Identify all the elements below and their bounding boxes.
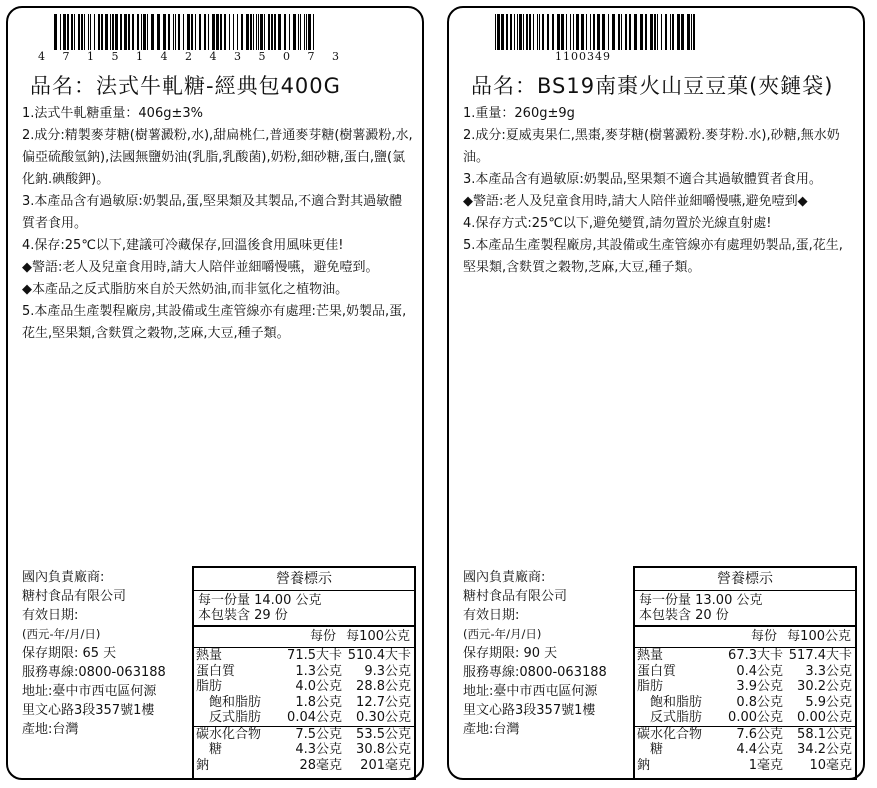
barcode-bar xyxy=(501,14,504,50)
nutrient-name: 蛋白質 xyxy=(637,663,677,679)
text-paragraph: 5.本產品生產製程廠房,其設備或生產管線亦有處理奶製品,蛋,花生,堅果類,含麩質之穀物,芝麻,大豆,種子類。 xyxy=(463,238,843,275)
barcode-bar xyxy=(212,14,215,50)
nutrition-row xyxy=(635,679,855,695)
barcode-bar xyxy=(163,14,166,50)
expiry-label: 有效日期: xyxy=(463,608,520,623)
barcode-bar xyxy=(672,14,674,50)
barcode-bar xyxy=(306,14,307,50)
barcode-bar xyxy=(289,14,290,50)
barcode-bar xyxy=(693,14,695,50)
col-per-serving: 每份 xyxy=(310,629,337,644)
nutrition-title: 營養標示 xyxy=(194,568,414,591)
value-per-serving: 0.4公克 xyxy=(736,663,783,679)
barcode-bar xyxy=(300,14,301,50)
service-hotline: 服務專線:0800-063188 xyxy=(463,665,607,680)
address-line-1: 地址:臺中市西屯區何源 xyxy=(463,684,598,699)
barcode-bar xyxy=(612,14,615,50)
product-label-left xyxy=(6,6,424,780)
barcode-bar xyxy=(132,14,134,50)
nutrition-title: 營養標示 xyxy=(635,568,855,591)
barcode-bar xyxy=(124,14,127,50)
nutrition-row xyxy=(194,679,414,695)
barcode-bar xyxy=(216,14,219,50)
nutrient-name: 反式脂肪 xyxy=(637,710,703,725)
barcode-bar xyxy=(143,14,146,50)
barcode-bar xyxy=(526,14,528,50)
barcode-bar xyxy=(204,14,206,50)
value-per-serving: 1.8公克 xyxy=(295,694,342,710)
barcode-bar xyxy=(84,14,85,50)
expiry-label: 有效日期: xyxy=(22,608,79,623)
address-line-1: 地址:臺中市西屯區何源 xyxy=(22,684,157,699)
text-paragraph: 4.保存方式:25℃以下,避免變質,請勿置於光線直射處! xyxy=(463,216,772,231)
nutrition-row xyxy=(635,710,855,726)
company-info xyxy=(22,568,202,739)
barcode-bar xyxy=(246,14,249,50)
nutrient-name: 鈉 xyxy=(196,757,210,773)
barcode-bar xyxy=(561,14,564,50)
barcode-bar xyxy=(495,14,496,50)
value-per-100g: 53.5公克 xyxy=(345,726,414,742)
nutrition-rows xyxy=(635,648,855,773)
barcode-bar xyxy=(110,14,111,50)
text-paragraph: 4.保存:25℃以下,建議可冷藏保存,回溫後食用風味更佳! xyxy=(22,238,344,253)
barcode-bar xyxy=(634,14,637,50)
barcode-bar xyxy=(547,14,549,50)
origin: 產地:台灣 xyxy=(22,722,79,737)
value-per-serving: 28毫克 xyxy=(299,757,342,773)
col-per-100g: 每100公克 xyxy=(787,629,851,644)
text-paragraph: ◆警語:老人及兒童食用時,請大人陪伴並細嚼慢嚥，避免噎到。 xyxy=(22,260,379,275)
barcode-bar xyxy=(529,14,531,50)
barcode-bar xyxy=(256,14,257,50)
nutrition-row xyxy=(635,758,855,774)
nutrient-name: 碳水化合物 xyxy=(194,726,278,742)
barcode-bar xyxy=(313,14,314,50)
barcode-bar xyxy=(539,14,540,50)
nutrient-name: 鈉 xyxy=(637,757,651,773)
value-per-100g: 517.4大卡 xyxy=(788,648,852,663)
barcode-bar xyxy=(60,14,61,50)
barcode-bar xyxy=(665,14,667,50)
nutrition-row xyxy=(194,648,414,664)
address-line-2: 里文心路3段357號1樓 xyxy=(463,703,596,718)
nutrition-row xyxy=(194,726,414,742)
barcode-bar xyxy=(98,14,100,50)
barcode-bar xyxy=(542,14,544,50)
nutrition-row xyxy=(194,742,414,758)
barcode-bar xyxy=(552,14,554,50)
nutrient-name: 飽和脂肪 xyxy=(637,694,703,710)
barcode-bar xyxy=(677,14,680,50)
barcode-bar xyxy=(573,14,574,50)
barcode-bar xyxy=(264,14,265,50)
text-paragraph: 3.本產品含有過敏原:奶製品,堅果類不適合其過敏體質者食用。 xyxy=(463,172,822,187)
barcode-bar xyxy=(229,14,230,50)
barcode-bar xyxy=(128,14,130,50)
value-per-serving: 4.3公克 xyxy=(295,742,342,757)
barcode-bar xyxy=(195,14,196,50)
barcode-bar xyxy=(576,14,579,50)
nutrition-row xyxy=(635,726,855,742)
serving-size: 每一份量 14.00 公克 xyxy=(198,593,322,608)
barcode-bar xyxy=(90,14,91,50)
barcode-bar xyxy=(147,14,148,50)
servings-per-pack: 本包裝含 20 份 xyxy=(639,608,729,623)
barcode-bar xyxy=(141,14,142,50)
barcode-bar xyxy=(629,14,631,50)
barcode-bar xyxy=(88,14,89,50)
value-per-100g: 0.00公克 xyxy=(797,710,852,725)
barcode-bar xyxy=(233,14,234,50)
nutrient-name: 糖 xyxy=(637,742,664,757)
barcode-bar xyxy=(220,14,222,50)
value-per-serving: 71.5大卡 xyxy=(287,648,342,663)
product-title: 品名：BS19南棗火山豆豆菓(夾鏈袋) xyxy=(471,74,834,98)
value-per-serving: 4.0公克 xyxy=(295,679,342,694)
barcode-bar xyxy=(284,14,286,50)
barcode-bar xyxy=(63,14,66,50)
barcode-bar xyxy=(173,14,174,50)
barcode-bar xyxy=(654,14,656,50)
barcode-bar xyxy=(557,14,560,50)
nutrition-table xyxy=(192,566,416,780)
barcode-bar xyxy=(670,14,671,50)
maker-label: 國內負責廠商: xyxy=(22,570,105,585)
nutrient-name: 糖 xyxy=(196,742,223,757)
ingredient-text xyxy=(22,103,414,345)
barcode-bar xyxy=(650,14,653,50)
barcode-bar xyxy=(274,14,276,50)
value-per-100g: 9.3公克 xyxy=(364,663,411,679)
barcode-bar xyxy=(208,14,209,50)
barcode-bar xyxy=(54,14,57,50)
value-per-100g: 30.8公克 xyxy=(356,742,411,757)
barcode-bar xyxy=(304,14,305,50)
value-per-100g: 510.4大卡 xyxy=(347,648,411,663)
barcode-bar xyxy=(661,14,662,50)
value-per-serving: 0.00公克 xyxy=(728,710,783,725)
address-line-2: 里文心路3段357號1樓 xyxy=(22,703,155,718)
barcode-bar xyxy=(74,14,75,50)
nutrient-name: 熱量 xyxy=(196,648,223,663)
date-format: (西元-年/月/日) xyxy=(463,627,542,641)
barcode-bar xyxy=(120,14,122,50)
nutrition-row xyxy=(635,695,855,711)
text-paragraph: 3.本產品含有過敏原:奶製品,蛋,堅果類及其製品,不適合對其過敏體質者食用。 xyxy=(22,194,403,231)
barcode xyxy=(495,14,715,50)
barcode-bar xyxy=(625,14,627,50)
barcode-number: 1100349 xyxy=(555,50,611,63)
barcode-bar xyxy=(506,14,508,50)
value-per-100g: 12.7公克 xyxy=(356,694,411,710)
barcode-bar xyxy=(581,14,584,50)
serving-size: 每一份量 13.00 公克 xyxy=(639,593,763,608)
barcode-bar xyxy=(71,14,73,50)
barcode-bar xyxy=(250,14,252,50)
barcode-bar xyxy=(241,14,243,50)
date-format: (西元-年/月/日) xyxy=(22,627,101,641)
servings-per-pack: 本包裝含 29 份 xyxy=(198,608,288,623)
barcode-bar xyxy=(298,14,299,50)
barcode-bar xyxy=(657,14,658,50)
barcode-bar xyxy=(175,14,176,50)
barcode-bar xyxy=(681,14,684,50)
barcode-bar xyxy=(115,14,118,50)
barcode-bar xyxy=(593,14,595,50)
barcode-bar xyxy=(191,14,193,50)
shelf-life: 保存期限: 65 天 xyxy=(22,646,117,661)
barcode-bar xyxy=(533,14,534,50)
value-per-100g: 201毫克 xyxy=(360,757,411,773)
barcode-bar xyxy=(187,14,190,50)
barcode-bar xyxy=(517,14,518,50)
nutrient-name: 熱量 xyxy=(637,648,664,663)
barcode-bar xyxy=(510,14,512,50)
barcode-bar xyxy=(253,14,254,50)
barcode-bar xyxy=(597,14,600,50)
ingredient-text xyxy=(463,103,855,279)
text-paragraph: 1.法式牛軋糖重量：406g±3% xyxy=(22,106,203,121)
shelf-life: 保存期限: 90 天 xyxy=(463,646,558,661)
value-per-serving: 4.4公克 xyxy=(736,742,783,757)
value-per-serving: 67.3大卡 xyxy=(728,648,783,663)
barcode-bar xyxy=(237,14,238,50)
maker-name: 糖村食品有限公司 xyxy=(463,589,568,604)
value-per-serving: 7.5公克 xyxy=(278,726,345,742)
col-per-100g: 每100公克 xyxy=(346,629,410,644)
barcode-bar xyxy=(112,14,114,50)
text-paragraph: 1.重量：260g±9g xyxy=(463,106,575,121)
value-per-serving: 0.04公克 xyxy=(287,710,342,725)
barcode-bar xyxy=(101,14,103,50)
value-per-serving: 1毫克 xyxy=(748,757,783,773)
barcode-bar xyxy=(157,14,160,50)
product-title: 品名：法式牛軋糖-經典包400G xyxy=(30,74,341,98)
barcode-bar xyxy=(137,14,139,50)
serving-info xyxy=(194,591,414,627)
barcode-bar xyxy=(618,14,620,50)
barcode-bar xyxy=(183,14,184,50)
barcode-bar xyxy=(178,14,180,50)
barcode-bar xyxy=(151,14,154,50)
barcode-bar xyxy=(199,14,201,50)
text-paragraph: ◆警語:老人及兒童食用時,請大人陪伴並細嚼慢嚥,避免噎到◆ xyxy=(463,194,808,209)
col-per-serving: 每份 xyxy=(751,629,778,644)
barcode-bar xyxy=(260,14,263,50)
value-per-serving: 0.8公克 xyxy=(736,694,783,710)
value-per-100g: 58.1公克 xyxy=(786,726,855,742)
text-paragraph: 2.成分:精製麥芽糖(樹薯澱粉,水),甜扁桃仁,普通麥芽糖(樹薯澱粉,水,偏亞硫酸氫鈉),法國無鹽奶油(乳脂,乳酸菌),奶粉,細砂糖,蛋白,鹽(氯化鈉.碘酸鉀)。 xyxy=(22,128,413,187)
text-paragraph: ◆本產品之反式脂肪來自於天然奶油,而非氫化之植物油。 xyxy=(22,282,349,297)
value-per-100g: 3.3公克 xyxy=(805,663,852,679)
barcode-bar xyxy=(645,14,647,50)
nutrition-header xyxy=(635,627,855,648)
barcode-bar xyxy=(497,14,500,50)
barcode-bar xyxy=(523,14,524,50)
nutrition-row xyxy=(194,710,414,726)
barcode-bar xyxy=(519,14,522,50)
value-per-100g: 5.9公克 xyxy=(805,694,852,710)
value-per-serving: 3.9公克 xyxy=(736,679,783,694)
barcode-bar xyxy=(566,14,567,50)
barcode-number: 4 7 1 5 1 4 2 4 3 5 0 7 3 xyxy=(38,50,346,63)
nutrition-row xyxy=(194,758,414,774)
barcode-bar xyxy=(586,14,587,50)
barcode-bar xyxy=(514,14,515,50)
value-per-serving: 7.6公克 xyxy=(719,726,786,742)
nutrition-table xyxy=(633,566,857,780)
nutrient-name: 反式脂肪 xyxy=(196,710,262,725)
barcode-bar xyxy=(602,14,605,50)
barcode-bar xyxy=(608,14,609,50)
barcode-bar xyxy=(258,14,259,50)
origin: 產地:台灣 xyxy=(463,722,520,737)
barcode-bar xyxy=(224,14,226,50)
maker-name: 糖村食品有限公司 xyxy=(22,589,127,604)
service-hotline: 服務專線:0800-063188 xyxy=(22,665,166,680)
nutrient-name: 碳水化合物 xyxy=(635,726,719,742)
barcode-bar xyxy=(67,14,69,50)
value-per-100g: 0.30公克 xyxy=(356,710,411,725)
nutrition-row xyxy=(194,664,414,680)
value-per-100g: 28.8公克 xyxy=(356,679,411,694)
barcode-bar xyxy=(590,14,591,50)
serving-info xyxy=(635,591,855,627)
barcode-bar xyxy=(81,14,83,50)
barcode-bar xyxy=(308,14,311,50)
barcode-bar xyxy=(168,14,170,50)
text-paragraph: 5.本產品生產製程廠房,其設備或生產管線亦有處理:芒果,奶製品,蛋,花生,堅果類,含麩質之穀物,芝麻,大豆,種子類。 xyxy=(22,304,407,341)
nutrition-row xyxy=(635,742,855,758)
nutrient-name: 飽和脂肪 xyxy=(196,694,262,710)
barcode-bar xyxy=(691,14,692,50)
company-info xyxy=(463,568,643,739)
value-per-100g: 34.2公克 xyxy=(797,742,852,757)
barcode-bar xyxy=(640,14,643,50)
barcode-bar xyxy=(570,14,571,50)
nutrition-row xyxy=(635,648,855,664)
nutrition-rows xyxy=(194,648,414,773)
nutrient-name: 蛋白質 xyxy=(196,663,236,679)
text-paragraph: 2.成分:夏威夷果仁,黑棗,麥芽糖(樹薯澱粉.麥芽粉.水),砂糖,無水奶油。 xyxy=(463,128,840,165)
nutrient-name: 脂肪 xyxy=(196,679,223,694)
barcode-bar xyxy=(621,14,622,50)
nutrient-name: 脂肪 xyxy=(637,679,664,694)
nutrition-row xyxy=(194,695,414,711)
value-per-100g: 30.2公克 xyxy=(797,679,852,694)
barcode-bar xyxy=(105,14,108,50)
nutrition-header xyxy=(194,627,414,648)
value-per-100g: 10毫克 xyxy=(809,757,852,773)
maker-label: 國內負責廠商: xyxy=(463,570,546,585)
nutrition-row xyxy=(635,664,855,680)
barcode-bar xyxy=(293,14,296,50)
barcode-bar xyxy=(268,14,270,50)
barcode xyxy=(54,14,314,50)
barcode-bar xyxy=(271,14,273,50)
barcode-bar xyxy=(278,14,281,50)
barcode-bar xyxy=(78,14,80,50)
barcode-bar xyxy=(687,14,690,50)
barcode-bar xyxy=(94,14,95,50)
value-per-serving: 1.3公克 xyxy=(295,663,342,679)
product-label-right xyxy=(447,6,865,780)
barcode-bar xyxy=(537,14,538,50)
